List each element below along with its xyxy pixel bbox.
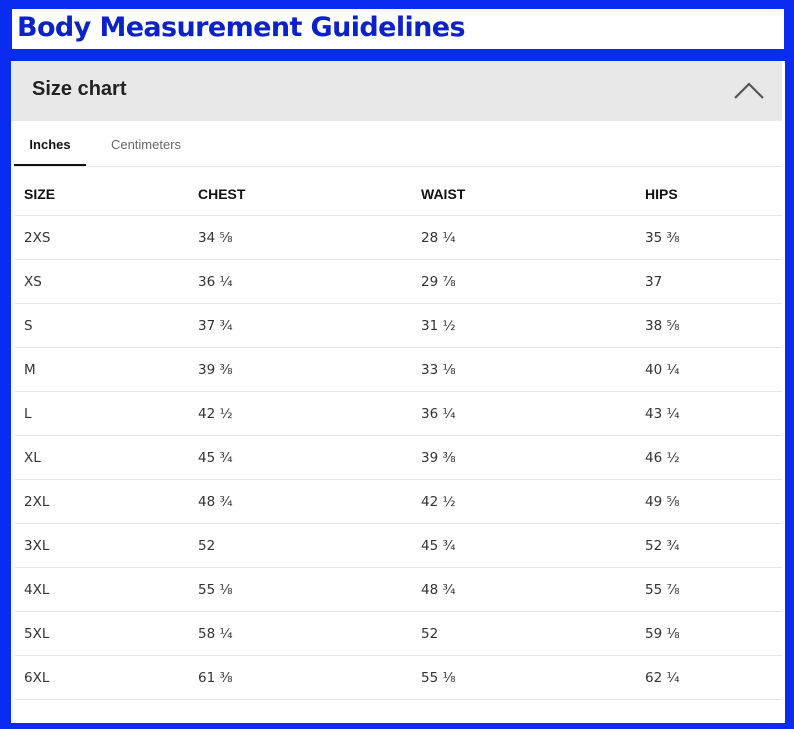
cell-size: 6XL (14, 656, 188, 700)
size-chart-title: Size chart (32, 78, 127, 100)
title-bar (11, 8, 785, 50)
cell-hips: 55 ⅞ (635, 568, 782, 612)
cell-hips: 40 ¼ (635, 348, 782, 392)
cell-waist: 55 ⅛ (411, 656, 635, 700)
cell-chest: 55 ⅛ (188, 568, 411, 612)
tab-inches[interactable]: Inches (14, 128, 86, 166)
table-header-row (14, 172, 782, 216)
cell-chest: 34 ⅝ (188, 216, 411, 260)
table-row (14, 568, 782, 612)
cell-waist: 45 ¾ (411, 524, 635, 568)
size-chart-header[interactable] (11, 61, 782, 121)
cell-hips: 35 ⅜ (635, 216, 782, 260)
cell-waist: 36 ¼ (411, 392, 635, 436)
cell-waist: 39 ⅜ (411, 436, 635, 480)
chevron-up-icon[interactable] (733, 77, 765, 103)
table-row (14, 524, 782, 568)
table-body (14, 216, 782, 700)
cell-hips: 62 ¼ (635, 656, 782, 700)
cell-chest: 52 (188, 524, 411, 568)
cell-chest: 45 ¾ (188, 436, 411, 480)
column-header-waist: WAIST (411, 172, 635, 216)
table-row (14, 304, 782, 348)
cell-size: M (14, 348, 188, 392)
column-header-hips: HIPS (635, 172, 782, 216)
size-table (14, 172, 782, 700)
cell-hips: 46 ½ (635, 436, 782, 480)
cell-chest: 39 ⅜ (188, 348, 411, 392)
table-row (14, 392, 782, 436)
cell-chest: 61 ⅜ (188, 656, 411, 700)
cell-size: XL (14, 436, 188, 480)
cell-size: 2XS (14, 216, 188, 260)
size-chart-panel (11, 61, 785, 723)
cell-chest: 37 ¾ (188, 304, 411, 348)
column-header-chest: CHEST (188, 172, 411, 216)
cell-size: L (14, 392, 188, 436)
cell-hips: 52 ¾ (635, 524, 782, 568)
cell-waist: 33 ⅛ (411, 348, 635, 392)
cell-hips: 59 ⅛ (635, 612, 782, 656)
cell-size: 2XL (14, 480, 188, 524)
column-header-size: SIZE (14, 172, 188, 216)
cell-waist: 42 ½ (411, 480, 635, 524)
cell-size: 5XL (14, 612, 188, 656)
cell-waist: 28 ¼ (411, 216, 635, 260)
cell-size: 4XL (14, 568, 188, 612)
table-row (14, 480, 782, 524)
table-row (14, 656, 782, 700)
cell-size: XS (14, 260, 188, 304)
cell-chest: 42 ½ (188, 392, 411, 436)
table-row (14, 260, 782, 304)
cell-hips: 43 ¼ (635, 392, 782, 436)
cell-hips: 37 (635, 260, 782, 304)
unit-tabs (14, 128, 782, 167)
table-row (14, 436, 782, 480)
cell-waist: 29 ⅞ (411, 260, 635, 304)
cell-chest: 58 ¼ (188, 612, 411, 656)
cell-waist: 31 ½ (411, 304, 635, 348)
cell-size: S (14, 304, 188, 348)
cell-chest: 36 ¼ (188, 260, 411, 304)
cell-chest: 48 ¾ (188, 480, 411, 524)
page-title: Body Measurement Guidelines (17, 12, 465, 43)
tab-centimeters[interactable]: Centimeters (110, 137, 182, 152)
cell-hips: 38 ⅝ (635, 304, 782, 348)
cell-size: 3XL (14, 524, 188, 568)
table-row (14, 348, 782, 392)
cell-waist: 48 ¾ (411, 568, 635, 612)
table-row (14, 612, 782, 656)
cell-waist: 52 (411, 612, 635, 656)
table-row (14, 216, 782, 260)
cell-hips: 49 ⅝ (635, 480, 782, 524)
